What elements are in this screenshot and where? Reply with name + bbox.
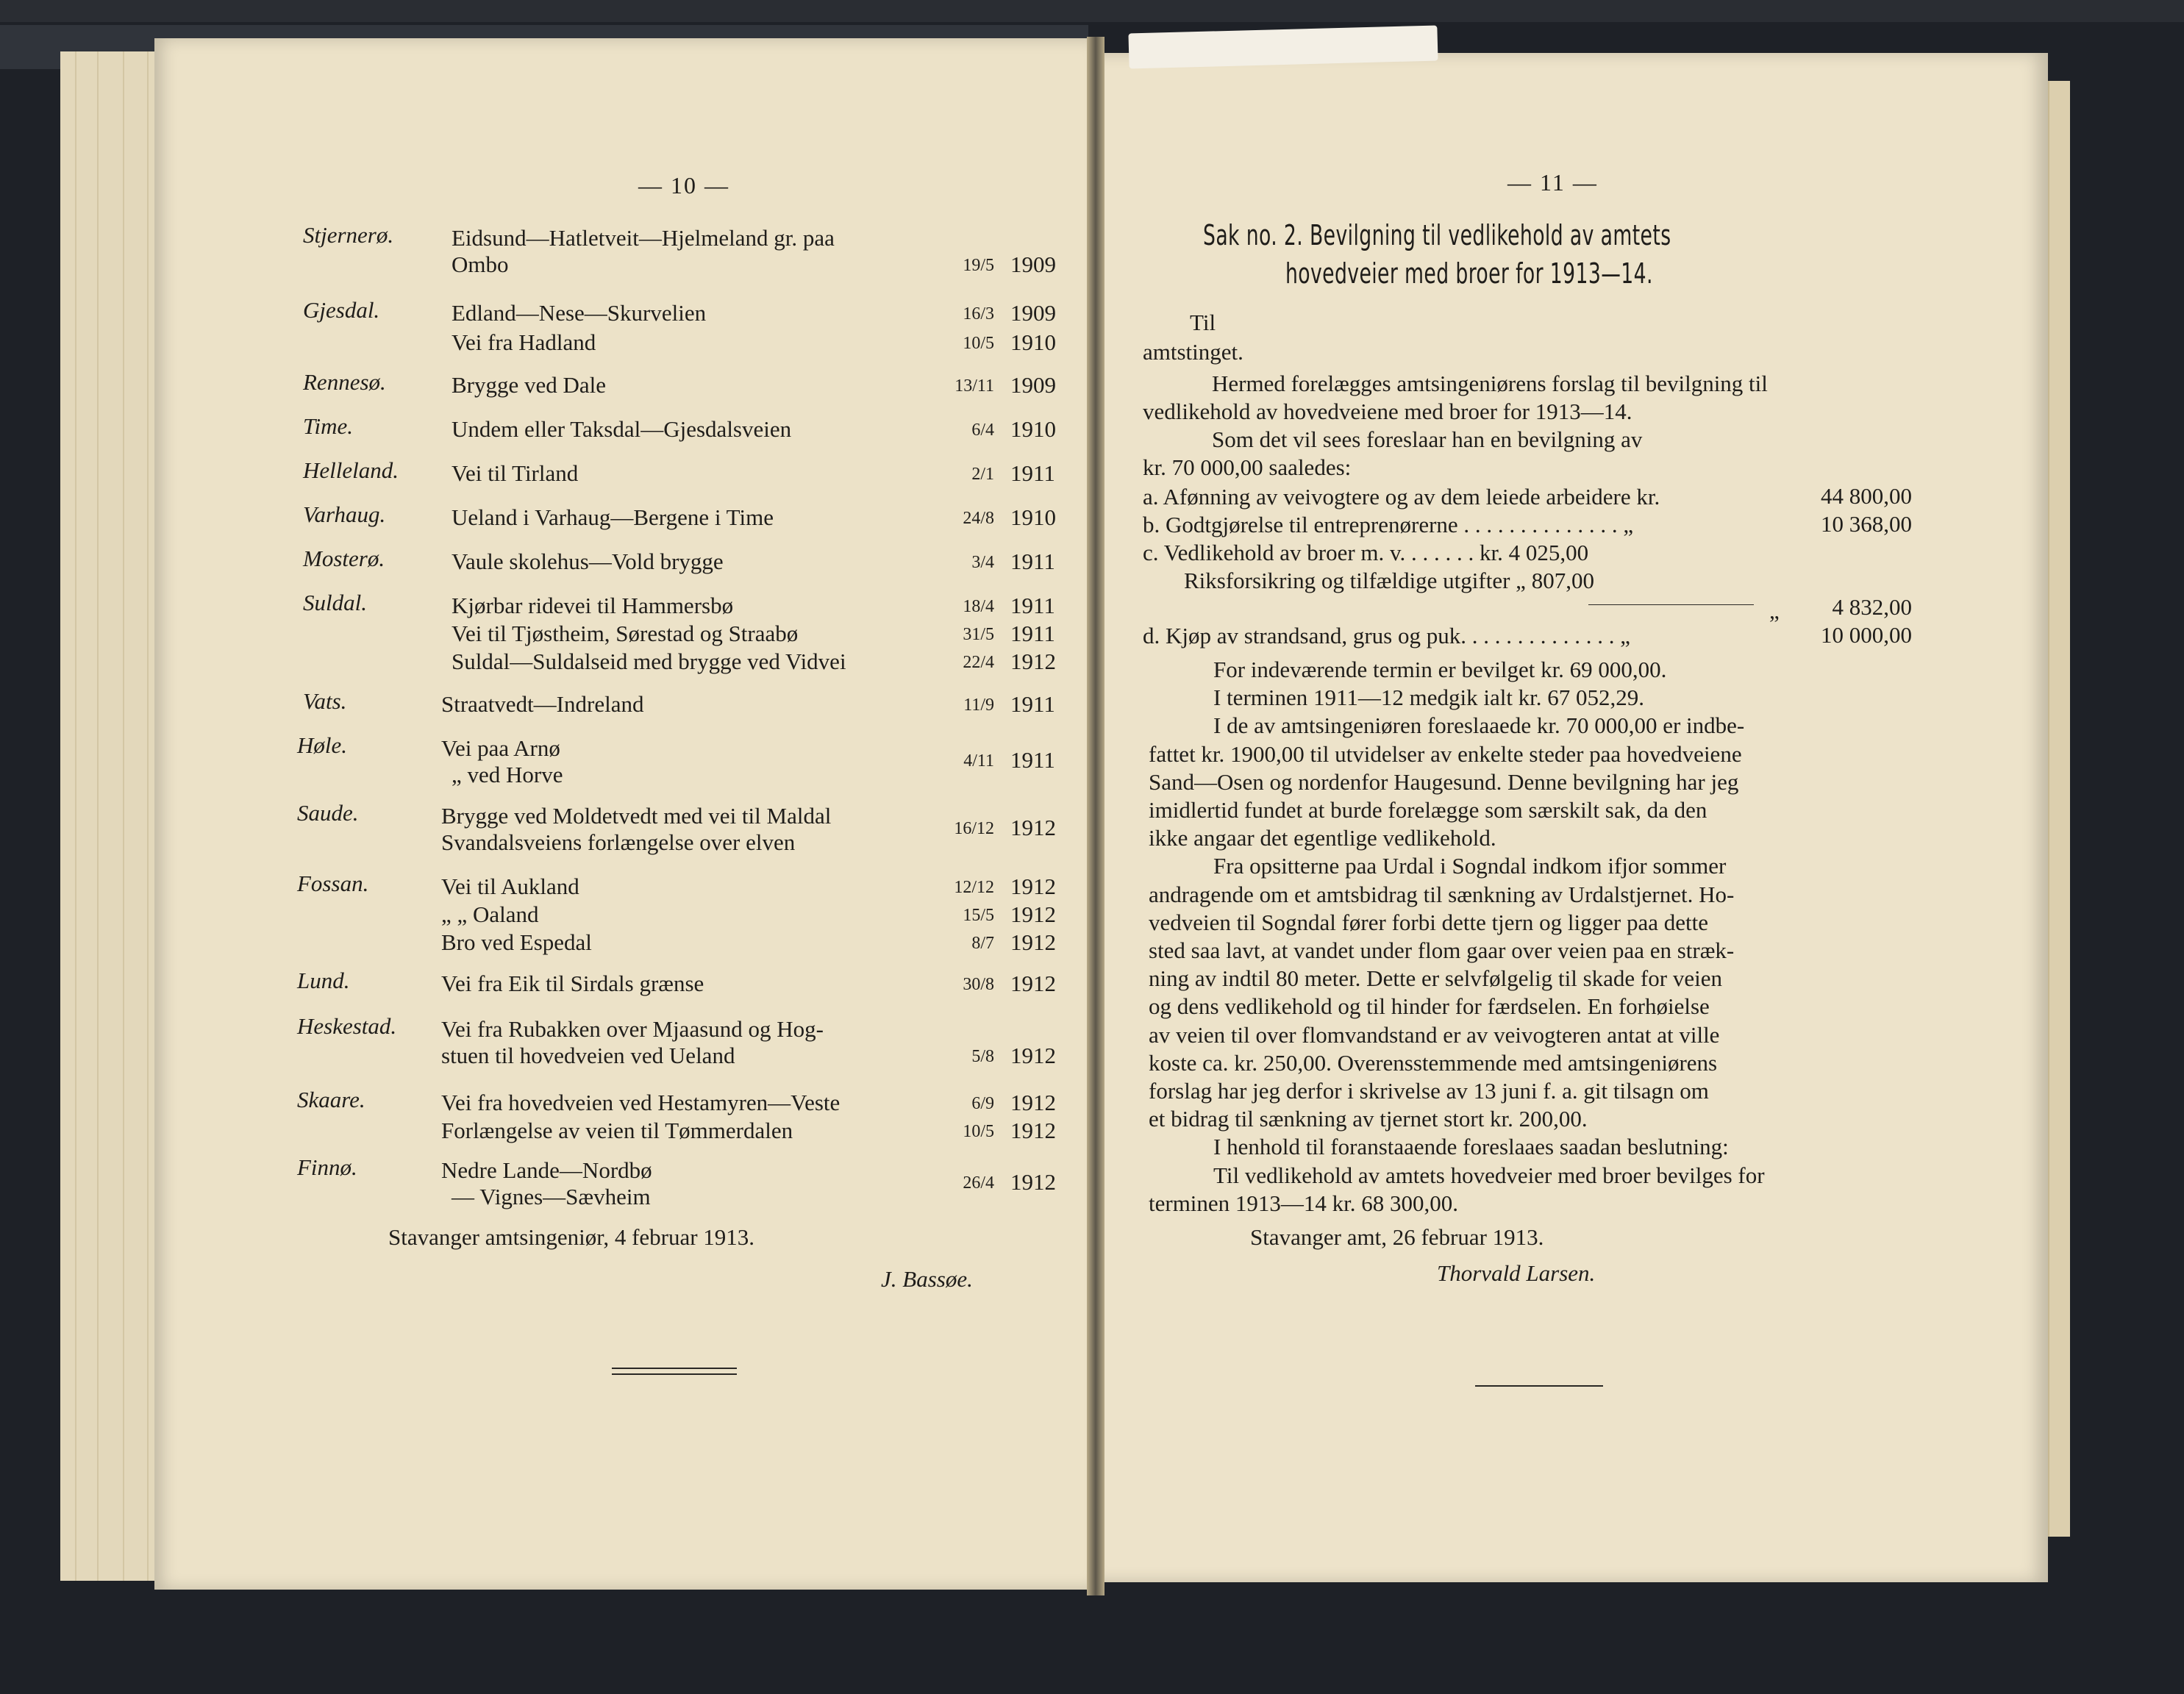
road-description: Straatvedt—Indreland <box>441 691 644 717</box>
approval-date: 3/4 <box>971 553 994 572</box>
approval-year: 1911 <box>1010 691 1055 717</box>
approval-date: 5/8 <box>971 1047 994 1066</box>
place-name: Saude. <box>297 800 359 826</box>
page-number-right: — 11 — <box>1507 169 1598 196</box>
body-line: Til vedlikehold av amtets hovedveier med broer bevilges for <box>1213 1162 1765 1188</box>
budget-item-amount: 10 000,00 <box>1821 622 1912 648</box>
approval-year: 1912 <box>1010 971 1056 996</box>
budget-item-amount: 4 832,00 <box>1832 594 1912 620</box>
divider-left-2 <box>612 1373 737 1375</box>
road-description: Vei paa Arnø <box>441 735 560 761</box>
budget-item-label: Riksforsikring og tilfældige utgifter „ 807,00 <box>1184 568 1594 593</box>
budget-item-amount: 10 368,00 <box>1821 511 1912 537</box>
intro-line: Som det vil sees foreslaar han en bevilgning av <box>1212 426 1643 452</box>
approval-year: 1911 <box>1010 548 1055 574</box>
body-line: forslag har jeg derfor i skrivelse av 13 juni f. a. git tilsagn om <box>1149 1078 1709 1104</box>
closing-left: Stavanger amtsingeniør, 4 februar 1913. <box>388 1224 755 1250</box>
road-description: Vei fra Hadland <box>452 329 596 355</box>
approval-year: 1912 <box>1010 1090 1056 1115</box>
body-line: I de av amtsingeniøren foreslaaede kr. 70 000,00 er indbe- <box>1213 712 1745 739</box>
approval-date: 31/5 <box>963 625 994 644</box>
approval-date: 2/1 <box>971 465 994 484</box>
body-line: et bidrag til sænkning av tjernet stort kr. 200,00. <box>1149 1106 1588 1132</box>
approval-date: 13/11 <box>954 376 994 396</box>
road-description: Vei til Aukland <box>441 873 579 899</box>
place-name: Heskestad. <box>297 1013 397 1039</box>
approval-year: 1912 <box>1010 1118 1056 1143</box>
road-description: Brygge ved Moldetvedt med vei til Maldal <box>441 803 832 829</box>
body-line: koste ca. kr. 250,00. Overensstemmende med amtsingeniørens <box>1149 1049 1718 1076</box>
place-name: Høle. <box>297 732 348 758</box>
body-line: I henhold til foranstaaende foreslaaes saadan beslutning: <box>1213 1134 1729 1160</box>
approval-date: 18/4 <box>963 597 994 616</box>
road-description: Vei til Tjøstheim, Sørestad og Straabø <box>452 621 799 646</box>
road-description: Ueland i Varhaug—Bergene i Time <box>452 504 774 530</box>
road-description: Forlængelse av veien til Tømmerdalen <box>441 1118 793 1143</box>
budget-item-label: a. Afønning av veivogtere og av dem leiede arbeidere kr. <box>1143 484 1660 510</box>
book-gutter <box>1087 37 1105 1595</box>
road-description: Vaule skolehus—Vold brygge <box>452 548 724 574</box>
place-name: Skaare. <box>297 1087 365 1112</box>
road-description: Brygge ved Dale <box>452 372 607 398</box>
subtotal-rule <box>1588 604 1754 605</box>
road-description: Bro ved Espedal <box>441 929 592 955</box>
approval-year: 1911 <box>1010 621 1055 646</box>
body-line: andragende om et amtsbidrag til sænkning av Urdalstjernet. Ho- <box>1149 881 1735 907</box>
road-description: Eidsund—Hatletveit—Hjelmeland gr. paa <box>452 225 835 251</box>
body-line: ikke angaar det egentlige vedlikehold. <box>1149 825 1496 851</box>
approval-date: 24/8 <box>963 509 994 528</box>
divider-left <box>612 1368 737 1369</box>
place-name: Gjesdal. <box>303 297 380 323</box>
body-line: Fra opsitterne paa Urdal i Sogndal indkom ifjor sommer <box>1213 853 1727 879</box>
body-line: vedveien til Sogndal fører forbi dette tjern og ligger paa dette <box>1149 909 1708 935</box>
body-line: For indeværende termin er bevilget kr. 69 000,00. <box>1213 657 1667 682</box>
approval-year: 1912 <box>1010 648 1056 674</box>
budget-item-label: b. Godtgjørelse til entreprenørerne . . . . . . . . . . . . . . „ <box>1143 512 1634 537</box>
approval-year: 1911 <box>1010 747 1055 773</box>
place-name: Fossan. <box>297 871 369 896</box>
signature-left: J. Bassøe. <box>881 1266 973 1292</box>
approval-date: 16/3 <box>963 304 994 324</box>
divider-right <box>1475 1385 1603 1387</box>
place-name: Varhaug. <box>303 501 386 527</box>
approval-date: 22/4 <box>963 653 994 672</box>
approval-year: 1911 <box>1010 460 1055 486</box>
approval-date: 19/5 <box>963 256 994 275</box>
place-name: Time. <box>303 413 354 439</box>
body-line: terminen 1913—14 kr. 68 300,00. <box>1149 1190 1459 1216</box>
approval-year: 1912 <box>1010 815 1056 840</box>
road-description: Kjørbar ridevei til Hammersbø <box>452 593 734 618</box>
approval-date: 12/12 <box>954 878 994 897</box>
place-name: Helleland. <box>303 457 399 483</box>
approval-year: 1912 <box>1010 873 1056 899</box>
approval-year: 1912 <box>1010 929 1056 955</box>
road-description: Undem eller Taksdal—Gjesdalsveien <box>452 416 792 442</box>
salutation-recipient: amtstinget. <box>1143 339 1243 365</box>
approval-year: 1912 <box>1010 1043 1056 1068</box>
place-name: Suldal. <box>303 590 367 615</box>
approval-date: 10/5 <box>963 1122 994 1141</box>
budget-item-label: d. Kjøp av strandsand, grus og puk. . . . . . . . . . . . . . „ <box>1143 623 1630 648</box>
road-description: Vei til Tirland <box>452 460 579 486</box>
approval-year: 1912 <box>1010 901 1056 927</box>
place-name: Lund. <box>297 968 350 993</box>
approval-date: 10/5 <box>963 334 994 353</box>
approval-date: 4/11 <box>963 751 994 771</box>
approval-year: 1910 <box>1010 504 1056 530</box>
approval-date: 11/9 <box>963 696 994 715</box>
place-name: Mosterø. <box>303 546 385 571</box>
road-description: — Vignes—Sævheim <box>452 1184 651 1209</box>
signature-right: Thorvald Larsen. <box>1437 1260 1596 1286</box>
body-line: og dens vedlikehold og til hinder for færdselen. En forhøielse <box>1149 993 1710 1020</box>
budget-item-label: c. Vedlikehold av broer m. v. . . . . . . kr. 4 025,00 <box>1143 540 1589 565</box>
approval-year: 1909 <box>1010 300 1056 326</box>
place-name: Rennesø. <box>303 369 386 395</box>
approval-year: 1909 <box>1010 372 1056 398</box>
approval-date: 8/7 <box>971 934 994 953</box>
road-description: „ „ Oaland <box>441 901 539 927</box>
body-line: I terminen 1911—12 medgik ialt kr. 67 052,29. <box>1213 685 1645 711</box>
body-line: sted saa lavt, at vandet under flom gaar over veien paa en stræk- <box>1149 937 1735 963</box>
approval-date: 15/5 <box>963 906 994 925</box>
heading-line-2: hovedveier med broer for 1913—14. <box>1285 257 1653 290</box>
approval-year: 1912 <box>1010 1169 1056 1195</box>
approval-year: 1909 <box>1010 251 1056 277</box>
road-description: Vei fra hovedveien ved Hestamyren—Veste <box>441 1090 841 1115</box>
approval-year: 1910 <box>1010 416 1056 442</box>
closing-right: Stavanger amt, 26 februar 1913. <box>1250 1224 1544 1250</box>
road-description: stuen til hovedveien ved Ueland <box>441 1043 735 1068</box>
road-description: Nedre Lande—Nordbø <box>441 1157 652 1183</box>
approval-date: 16/12 <box>954 819 994 838</box>
page-number-left: — 10 — <box>638 172 729 199</box>
body-line: ning av indtil 80 meter. Dette er selvfølgelig til skade for veien <box>1149 965 1722 992</box>
place-name: Vats. <box>303 688 347 714</box>
place-name: Stjernerø. <box>303 222 394 248</box>
heading-line-1: Sak no. 2. Bevilgning til vedlikehold av amtets <box>1203 219 1671 251</box>
body-line: Sand—Osen og nordenfor Haugesund. Denne bevilgning har jeg <box>1149 768 1739 795</box>
right-page-stack <box>2048 81 2070 1537</box>
approval-date: 26/4 <box>963 1173 994 1193</box>
place-name: Finnø. <box>297 1154 357 1180</box>
road-description: Suldal—Suldalseid med brygge ved Vidvei <box>452 648 846 674</box>
approval-year: 1911 <box>1010 593 1055 618</box>
budget-item-label: „ <box>1769 598 1780 623</box>
approval-date: 30/8 <box>963 975 994 994</box>
intro-line: vedlikehold av hovedveiene med broer for 1913—14. <box>1143 399 1632 424</box>
intro-line: Hermed forelægges amtsingeniørens forslag til bevilgning til <box>1212 371 1768 396</box>
body-line: fattet kr. 1900,00 til utvidelser av enkelte steder paa hovedveiene <box>1149 740 1742 767</box>
approval-date: 6/9 <box>971 1094 994 1113</box>
road-description: „ ved Horve <box>452 762 563 787</box>
approval-year: 1910 <box>1010 329 1056 355</box>
budget-item-amount: 44 800,00 <box>1821 483 1912 509</box>
salutation-to: Til <box>1190 310 1216 335</box>
road-description: Vei fra Eik til Sirdals grænse <box>441 971 704 996</box>
intro-line: kr. 70 000,00 saaledes: <box>1143 454 1352 480</box>
body-line: av veien til over flomvandstand er av veivogteren antat at ville <box>1149 1021 1720 1048</box>
road-description: Svandalsveiens forlængelse over elven <box>441 829 796 855</box>
approval-date: 6/4 <box>971 421 994 440</box>
road-description: Edland—Nese—Skurvelien <box>452 300 707 326</box>
body-line: imidlertid fundet at burde forelægge som særskilt sak, da den <box>1149 797 1707 823</box>
road-description: Vei fra Rubakken over Mjaasund og Hog- <box>441 1016 824 1042</box>
road-description: Ombo <box>452 251 509 277</box>
